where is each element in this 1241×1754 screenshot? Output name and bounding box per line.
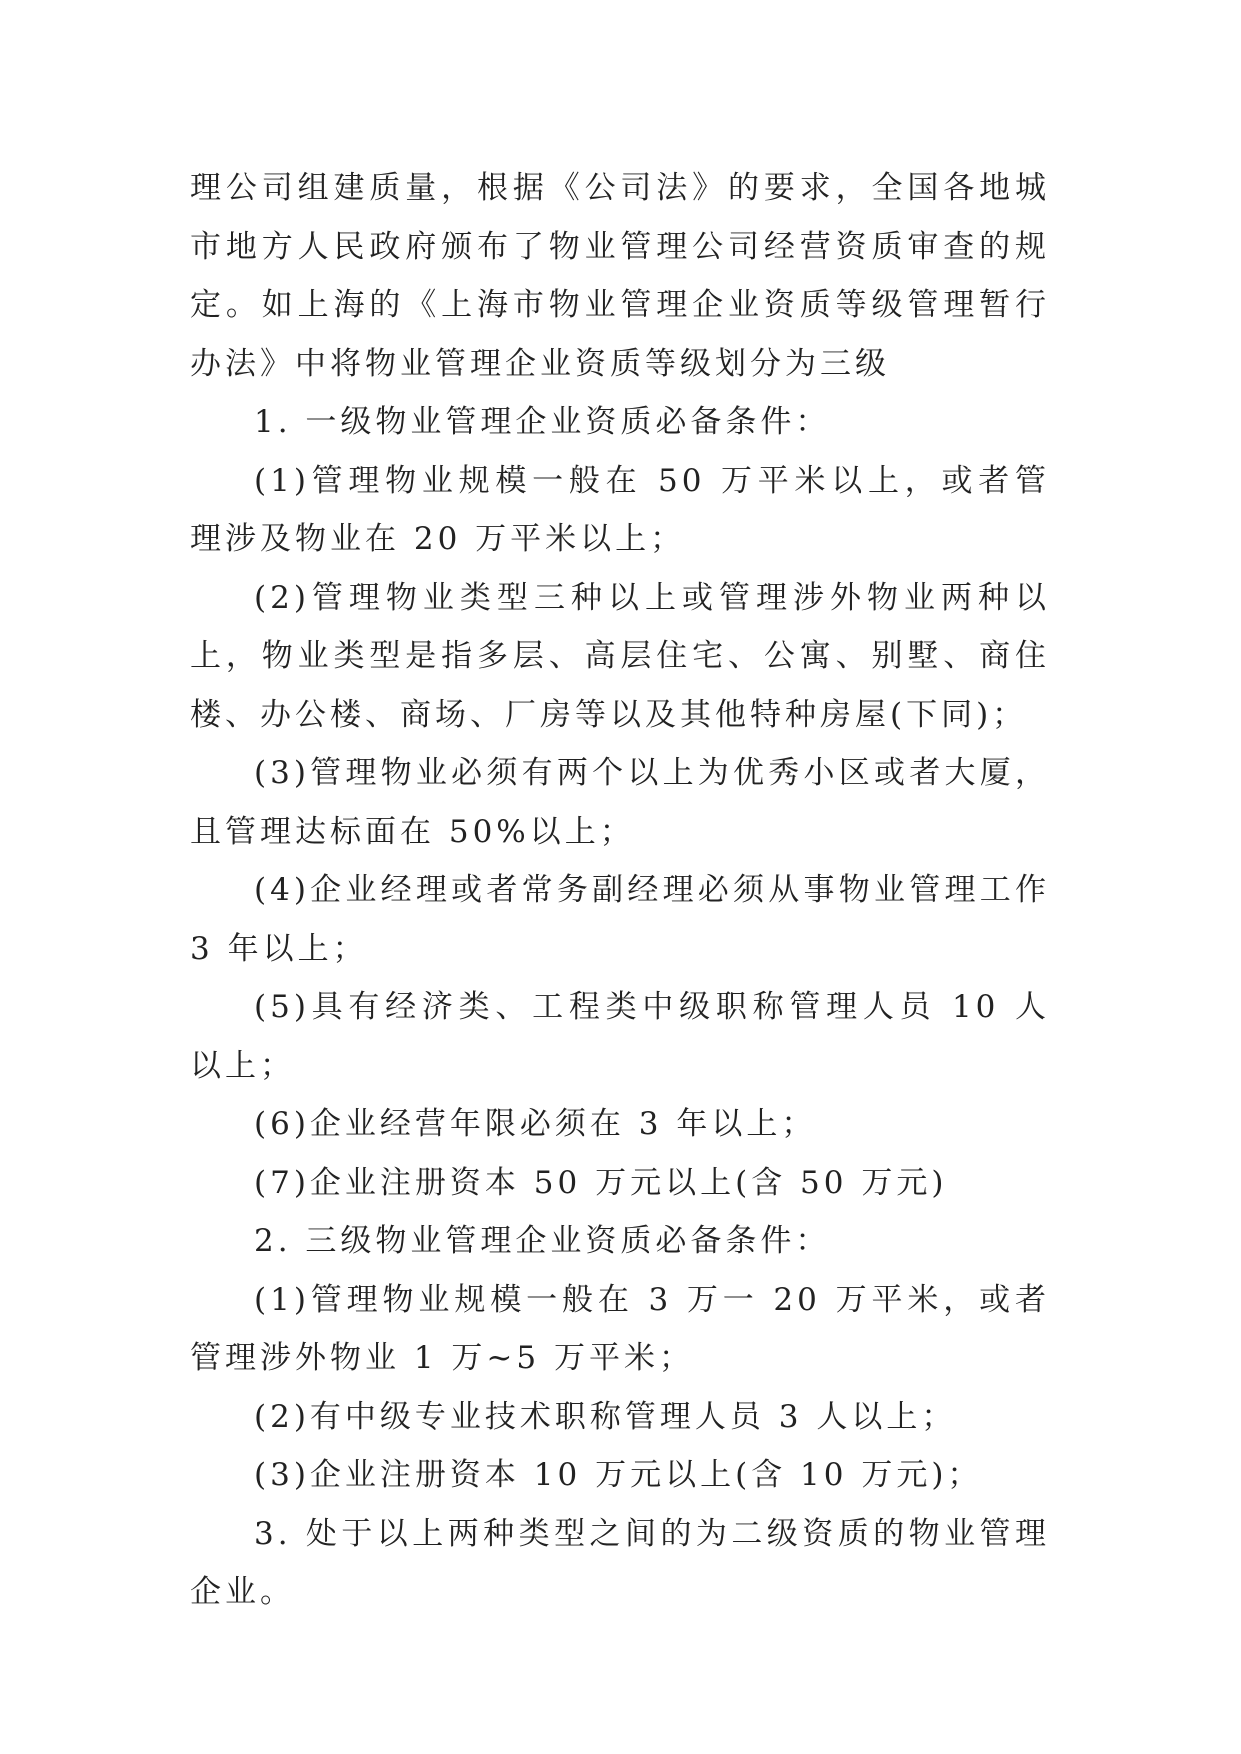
list-item: (6)企业经营年限必须在 3 年以上； bbox=[254, 1106, 817, 1142]
list-item: (1)管理物业规模一般在 50 万平米以上，或者管理涉及物业在 20 万平米以上； bbox=[190, 462, 1050, 557]
document-body bbox=[190, 159, 1050, 1622]
heading-level-one-requirements: 1. 一级物业管理企业资质必备条件： bbox=[254, 404, 831, 440]
list-item: (4)企业经理或者常务副经理必须从事物业管理工作 3 年以上； bbox=[190, 872, 1050, 967]
heading-level-three-requirements: 2. 三级物业管理企业资质必备条件： bbox=[254, 1223, 831, 1259]
list-item: (3)管理物业必须有两个以上为优秀小区或者大厦，且管理达标面在 50%以上； bbox=[190, 755, 1050, 850]
list-item: (3)企业注册资本 10 万元以上(含 10 万元)； bbox=[254, 1457, 983, 1493]
list-item: (7)企业注册资本 50 万元以上(含 50 万元) bbox=[254, 1164, 948, 1201]
list-item: (5)具有经济类、工程类中级职称管理人员 10 人以上； bbox=[190, 989, 1050, 1084]
paragraph-intro: 理公司组建质量，根据《公司法》的要求，全国各地城市地方人民政府颁布了物业管理公司经营资质审查的规定。如上海的《上海市物业管理企业资质等级管理暂行办法》中将物业管理企业资质等级划分为三级 bbox=[190, 170, 1050, 382]
list-item: (2)管理物业类型三种以上或管理涉外物业两种以上，物业类型是指多层、高层住宅、公寓、别墅、商住楼、办公楼、商场、厂房等以及其他特种房屋(下同)； bbox=[190, 579, 1050, 733]
list-item: (2)有中级专业技术职称管理人员 3 人以上； bbox=[254, 1398, 957, 1435]
paragraph-level-two-definition: 3. 处于以上两种类型之间的为二级资质的物业管理企业。 bbox=[190, 1515, 1050, 1610]
list-item: (1)管理物业规模一般在 3 万一 20 万平米，或者管理涉外物业 1 万~5 万平米； bbox=[190, 1281, 1050, 1376]
